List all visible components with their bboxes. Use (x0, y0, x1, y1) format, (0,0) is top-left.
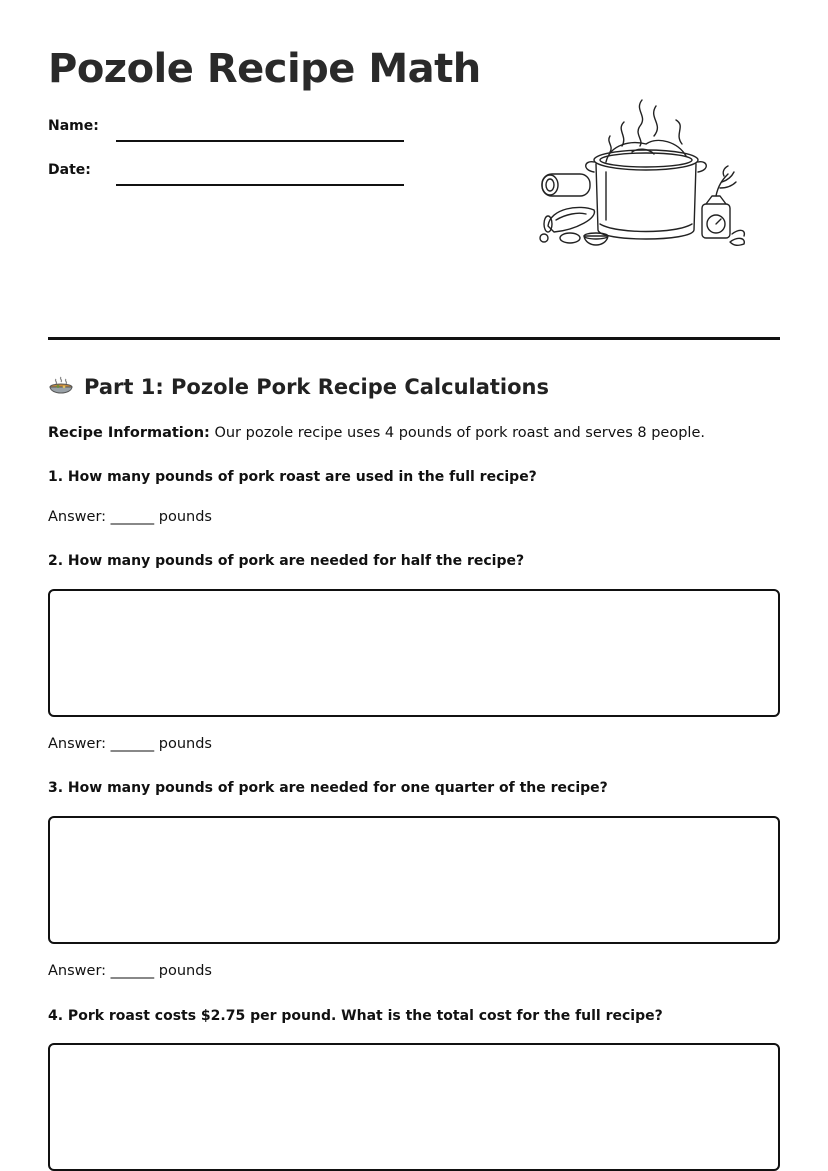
part1-heading (48, 375, 549, 399)
cooking-pot-illustration (536, 96, 748, 256)
soup-bowl-icon (48, 375, 74, 399)
recipe-info (48, 425, 705, 441)
page-title: Pozole Recipe Math (48, 46, 481, 92)
question-3: 3. How many pounds of pork are needed for one quarter of the recipe? (48, 780, 608, 796)
part1-heading-text: Part 1: Pozole Pork Recipe Calculations (84, 375, 550, 399)
recipe-info-label: Recipe Information: (48, 425, 210, 441)
name-field[interactable] (48, 118, 404, 142)
answer-3[interactable]: Answer: ______ pounds (48, 963, 212, 979)
date-label: Date: (48, 162, 91, 178)
name-label: Name: (48, 118, 99, 134)
section-divider (48, 337, 780, 340)
work-box-2[interactable] (48, 589, 780, 717)
work-box-3[interactable] (48, 816, 780, 944)
date-field[interactable] (48, 162, 404, 186)
recipe-info-text: Our pozole recipe uses 4 pounds of pork roast and serves 8 people. (209, 425, 705, 441)
question-2: 2. How many pounds of pork are needed for half the recipe? (48, 553, 525, 569)
name-line[interactable] (116, 140, 404, 142)
work-box-4[interactable] (48, 1043, 780, 1171)
answer-1[interactable]: Answer: ______ pounds (48, 509, 212, 525)
question-1: 1. How many pounds of pork roast are used in the full recipe? (48, 469, 537, 485)
date-line[interactable] (116, 184, 404, 186)
question-4: 4. Pork roast costs $2.75 per pound. What is the total cost for the full recipe? (48, 1008, 663, 1024)
answer-2[interactable]: Answer: ______ pounds (48, 736, 212, 752)
